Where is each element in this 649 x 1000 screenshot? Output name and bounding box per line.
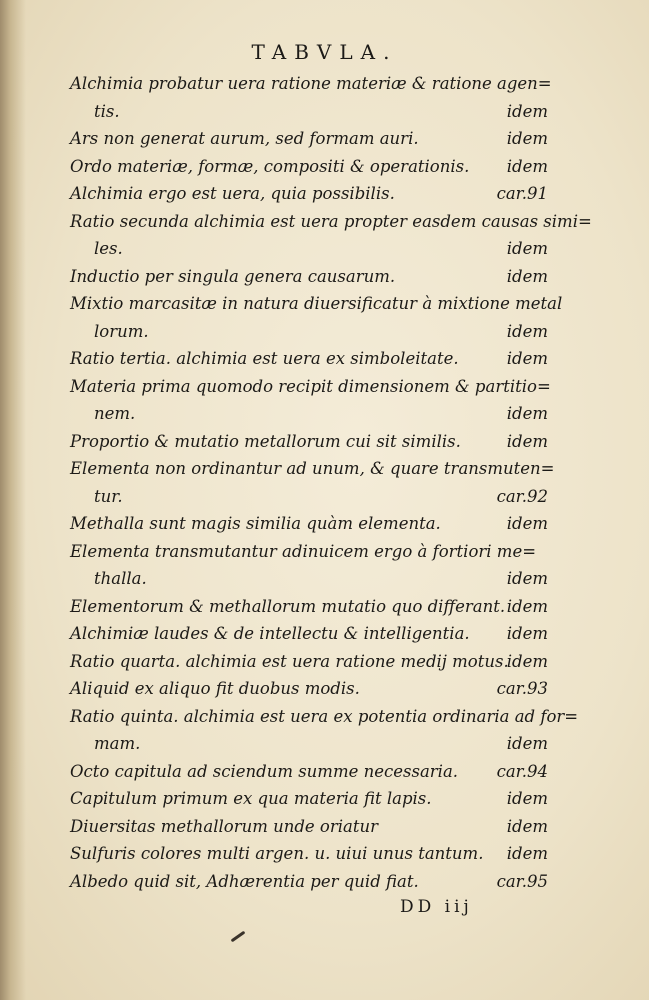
entry-reference: car.92 [496,486,548,506]
page-gutter-shadow [0,0,26,1000]
index-entry-line [70,345,548,373]
index-entry-line [70,675,548,703]
index-entry-line [70,758,548,786]
index-entry-line [70,620,548,648]
index-entries [70,70,592,895]
entry-text: Ratio tertia. alchimia est uera ex simboleitate. [70,349,459,368]
index-entry-line [70,180,548,208]
index-entry-line [70,703,579,731]
entry-text: Diuersitas methallorum unde oriatur [70,816,379,836]
entry-reference: idem [506,844,548,863]
entry-text: nem. [94,404,136,423]
index-entry-line [70,785,548,813]
entry-reference: car.94 [496,761,548,781]
index-entry-line [70,235,548,263]
page-header: TABVLA. [251,40,398,64]
entry-reference: idem [506,101,548,121]
entry-text: Ratio quarta. alchimia est uera ratione medij motus. [70,651,509,671]
entry-text: Capitulum primum ex qua materia fit lapis. [70,789,432,808]
entry-reference: idem [506,321,548,341]
entry-text: tis. [94,101,120,121]
index-entry-line [70,868,548,896]
entry-text: Proportio & mutatio metallorum cui sit similis. [70,431,461,451]
entry-text: Elementorum & methallorum mutatio quo differant. [70,596,506,616]
index-entry-line [70,153,548,181]
entry-text: Alchimiæ laudes & de intellectu & intelligentia. [70,624,470,643]
entry-text: Inductio per singula genera causarum. [70,266,396,286]
index-entry-line [70,428,548,456]
entry-reference: car.93 [496,679,548,698]
entry-reference: car.95 [496,871,548,891]
entry-text: Alchimia ergo est uera, quia possibilis. [70,184,395,203]
entry-reference: idem [506,349,548,368]
index-entry-line [70,538,548,566]
index-entry-line [70,593,548,621]
entry-text: Albedo quid sit, Adhærentia per quid fiat. [70,871,419,891]
index-entry-line [70,400,548,428]
entry-reference: idem [506,431,548,451]
entry-text: Methalla sunt magis similia quàm elementa. [70,514,441,533]
entry-reference: idem [506,129,548,148]
index-entry-line [70,483,548,511]
entry-text: Elementa transmutantur adinuicem ergo à fortiori me= [70,541,537,561]
index-entry-line [70,70,552,98]
entry-text: Ordo materiæ, formæ, compositi & operationis. [70,156,470,176]
entry-text: Ars non generat aurum, sed formam auri. [70,129,419,148]
index-entry-line [70,813,548,841]
entry-text: Ratio secunda alchimia est uera propter easdem causas simi= [70,211,592,231]
entry-reference: idem [506,734,548,753]
entry-text: Elementa non ordinantur ad unum, & quare transmuten= [70,459,555,478]
index-entry-line [70,565,548,593]
index-entry-line [70,730,548,758]
entry-reference: idem [506,239,548,258]
signature-mark: DD iij [400,897,473,917]
entry-reference: idem [506,514,548,533]
entry-text: Ratio quinta. alchimia est uera ex potentia ordinaria ad for= [70,706,579,726]
index-entry-line [70,318,548,346]
entry-reference: idem [506,596,548,616]
entry-text: mam. [94,734,141,753]
index-entry-line [70,98,548,126]
index-entry-line [70,373,551,401]
index-entry-line [70,455,555,483]
entry-reference: idem [506,651,548,671]
entry-text: Sulfuris colores multi argen. u. uiui unus tantum. [70,844,484,863]
entry-reference: idem [506,789,548,808]
index-entry-line [70,510,548,538]
entry-text: les. [94,239,123,258]
index-entry-line [70,290,563,318]
index-entry-line [70,840,548,868]
entry-reference: idem [506,266,548,286]
entry-text: Alchimia probatur uera ratione materiæ & ratione agen= [70,74,552,93]
entry-text: Materia prima quomodo recipit dimensionem & partitio= [70,376,551,396]
ink-mark [231,931,246,943]
entry-reference: car.91 [496,184,548,203]
index-entry-line [70,263,548,291]
entry-text: thalla. [94,569,147,588]
entry-reference: idem [506,624,548,643]
index-entry-line [70,125,548,153]
entry-reference: idem [506,569,548,588]
entry-reference: idem [506,816,548,836]
entry-text: Mixtio marcasitæ in natura diuersificatur à mixtione metal [70,294,563,313]
entry-reference: idem [506,404,548,423]
entry-text: lorum. [94,321,149,341]
entry-reference: idem [506,156,548,176]
entry-text: Octo capitula ad sciendum summe necessaria. [70,761,459,781]
entry-text: Aliquid ex aliquo fit duobus modis. [70,679,360,698]
index-entry-line [70,648,548,676]
entry-text: tur. [94,486,123,506]
index-entry-line [70,208,592,236]
